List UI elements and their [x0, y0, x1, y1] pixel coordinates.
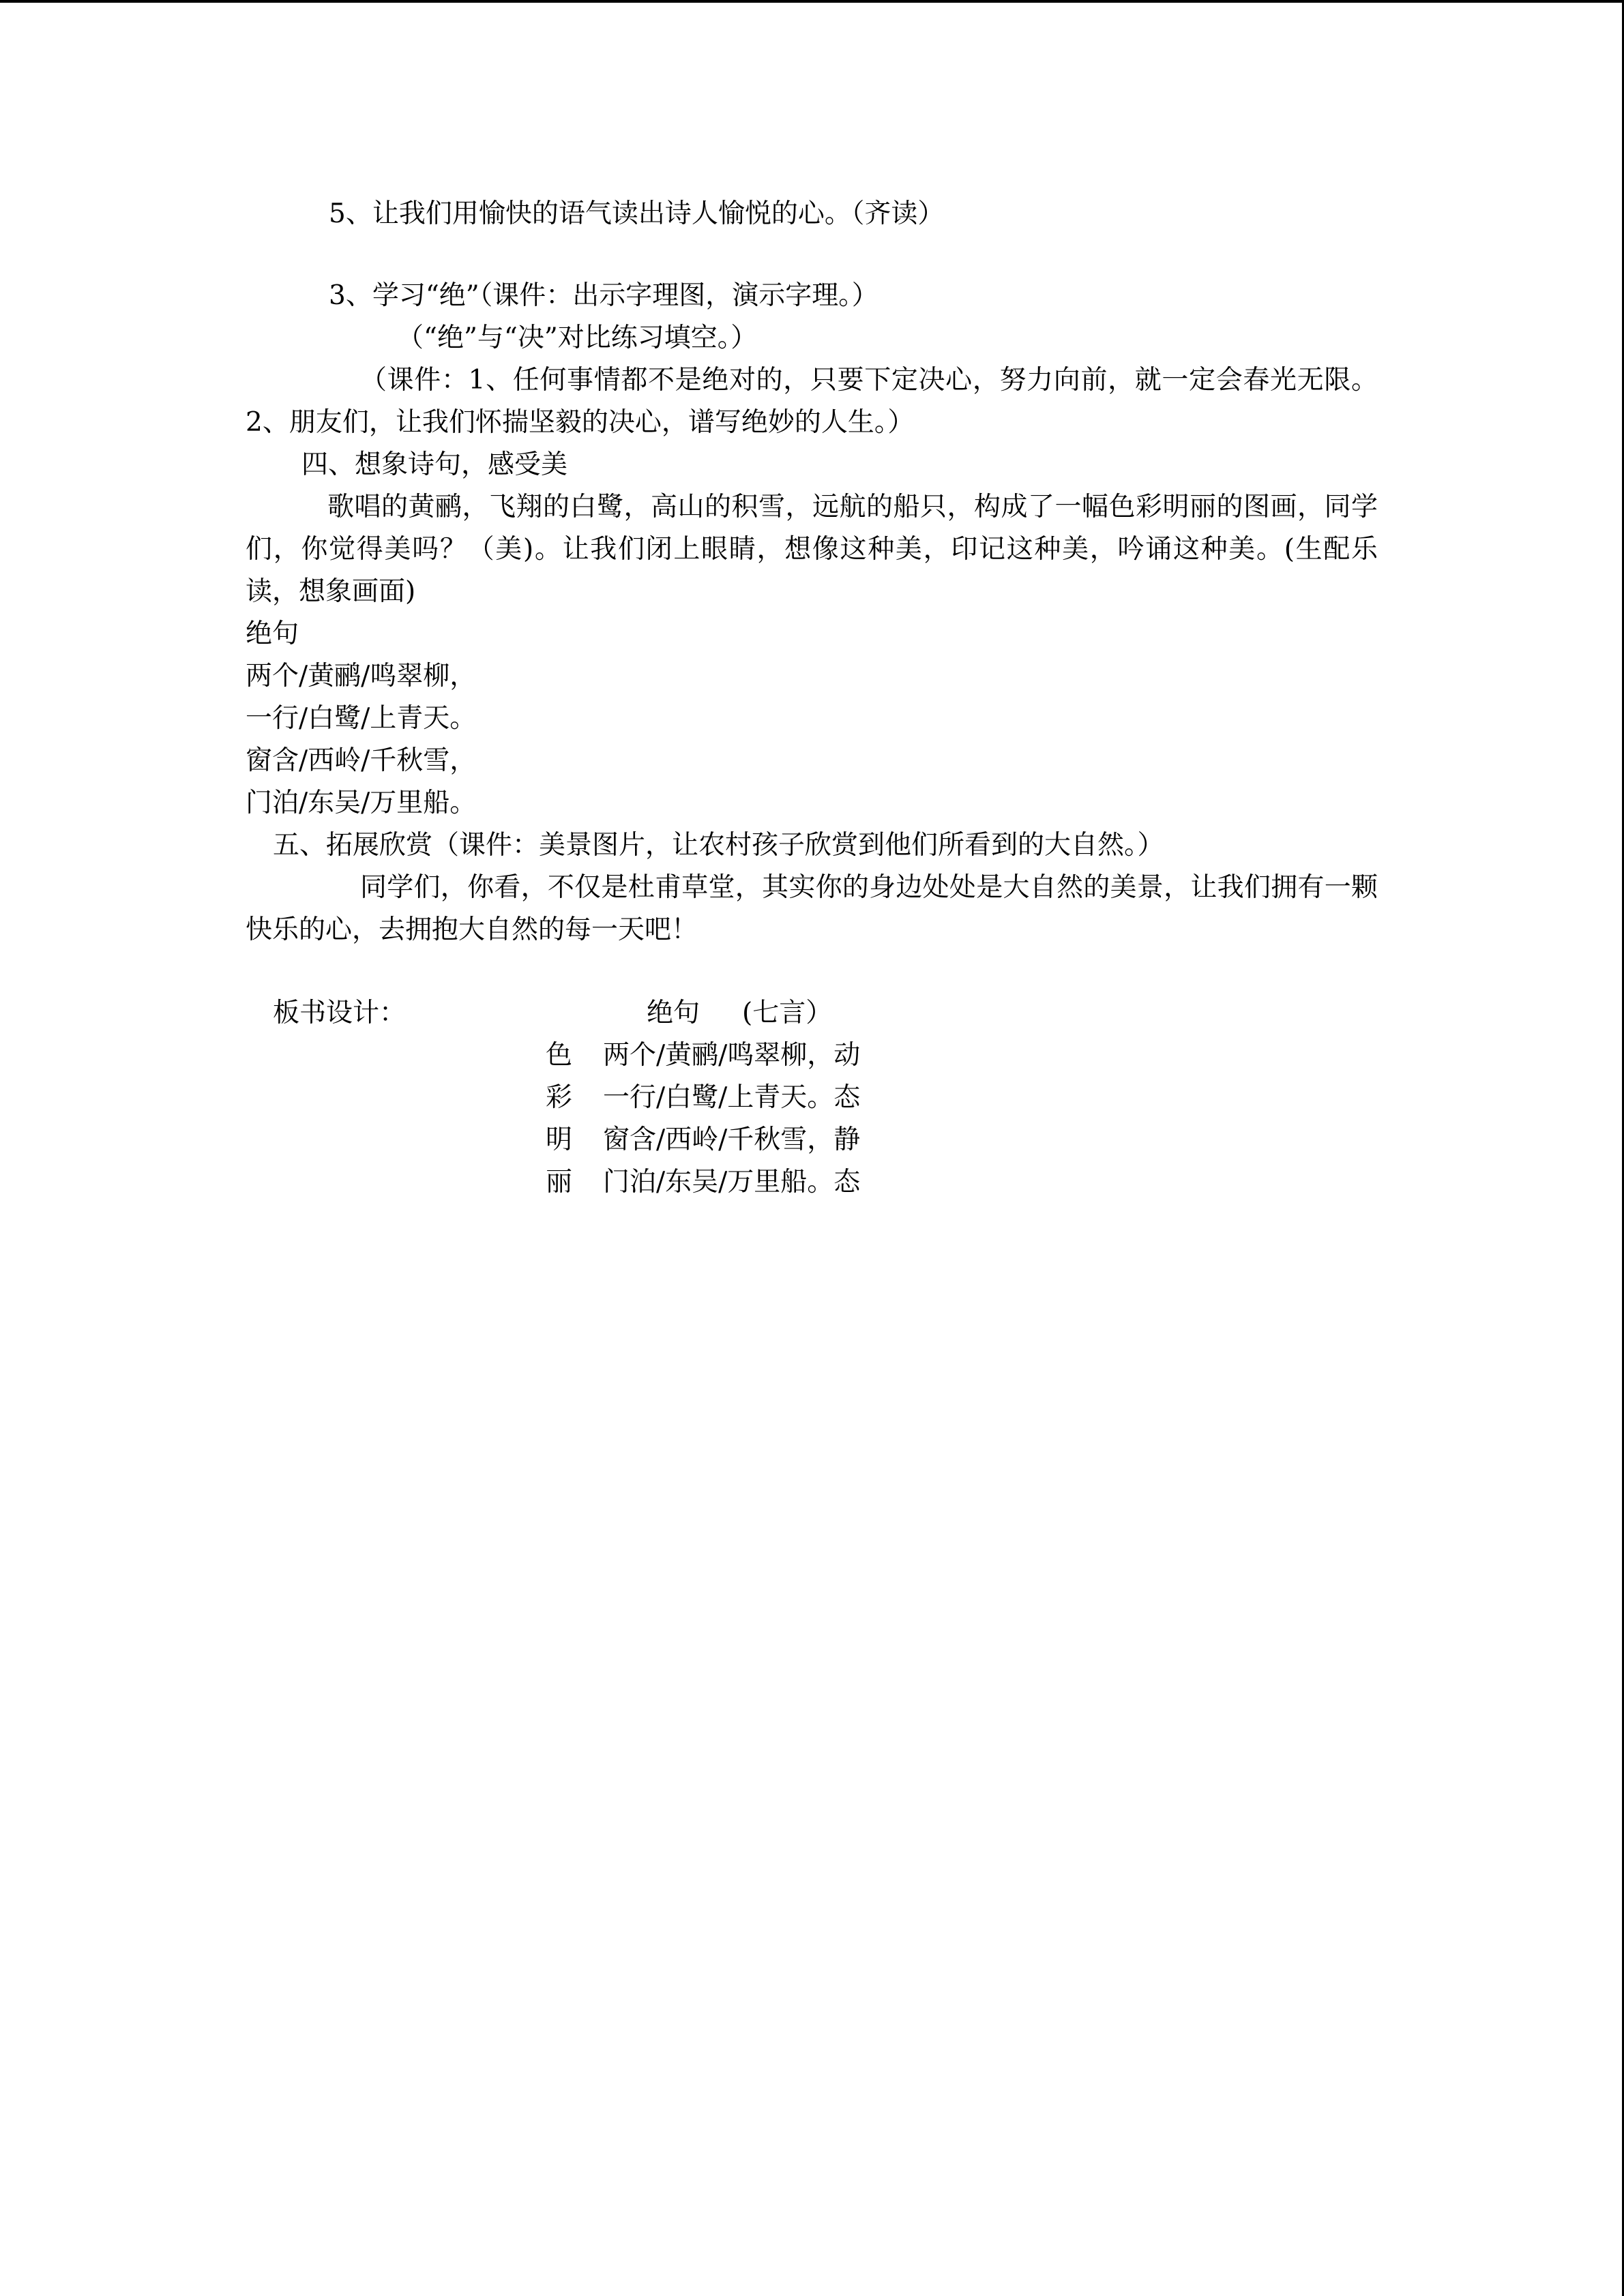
paragraph-compare-exercise: （“绝”与“决”对比练习填空。） [397, 323, 758, 353]
board-row-text: 两个/黄鹂/鸣翠柳，动 [603, 1040, 861, 1071]
board-title-form: (七言） [742, 998, 833, 1028]
board-title [647, 992, 832, 1034]
paragraph-learn-jue: 3、学习“绝”（课件：出示字理图，演示字理。） [329, 280, 879, 311]
poem-block [246, 613, 1378, 824]
board-row-text: 一行/白鹭/上青天。态 [603, 1082, 861, 1113]
board-rows [546, 1034, 860, 1204]
page-top-border [0, 0, 1624, 3]
board-row-text: 门泊/东吴/万里船。态 [603, 1167, 861, 1197]
section-heading-imagine: 四、想象诗句，感受美 [301, 449, 568, 480]
board-side-char: 彩 [546, 1082, 573, 1113]
board-row [546, 1034, 860, 1077]
board-row [546, 1077, 860, 1119]
board-row [546, 1161, 860, 1204]
board-label: 板书设计： [273, 998, 407, 1028]
paragraph-read-aloud: 5、让我们用愉快的语气读出诗人愉悦的心。（齐读） [329, 198, 945, 229]
poem-line: 窗含/西岭/千秋雪， [246, 745, 477, 776]
poem-line: 门泊/东吴/万里船。 [246, 788, 477, 818]
document-body [246, 193, 1378, 1204]
poem-line: 两个/黄鹂/鸣翠柳， [246, 661, 477, 691]
board-side-char: 明 [546, 1124, 573, 1155]
paragraph-imagine-scene: 歌唱的黄鹂，飞翔的白鹭，高山的积雪，远航的船只，构成了一幅色彩明丽的图画，同学们，你觉得美吗？（美)。让我们闭上眼睛，想像这种美，印记这种美，吟诵这种美。(生配乐读，想象画面) [246, 492, 1378, 607]
section-heading-extend: 五、拓展欣赏（课件：美景图片，让农村孩子欣赏到他们所看到的大自然。） [273, 830, 1164, 861]
paragraph-extend-body: 同学们，你看，不仅是杜甫草堂，其实你的身边处处是大自然的美景，让我们拥有一颗快乐的心，去拥抱大自然的每一天吧！ [246, 872, 1378, 945]
board-row [546, 1119, 860, 1161]
board-side-char: 色 [546, 1040, 573, 1071]
paragraph-courseware-text: （课件：1、任何事情都不是绝对的，只要下定决心，努力向前，就一定会春光无限。2、朋友们，让我们怀揣坚毅的决心，谱写绝妙的人生。） [246, 365, 1378, 438]
poem-title: 绝句 [246, 618, 299, 649]
board-title-text: 绝句 [647, 998, 700, 1028]
board-design [246, 992, 1378, 1204]
board-side-char: 丽 [546, 1167, 573, 1197]
board-row-text: 窗含/西岭/千秋雪，静 [603, 1124, 861, 1155]
poem-line: 一行/白鹭/上青天。 [246, 703, 477, 734]
